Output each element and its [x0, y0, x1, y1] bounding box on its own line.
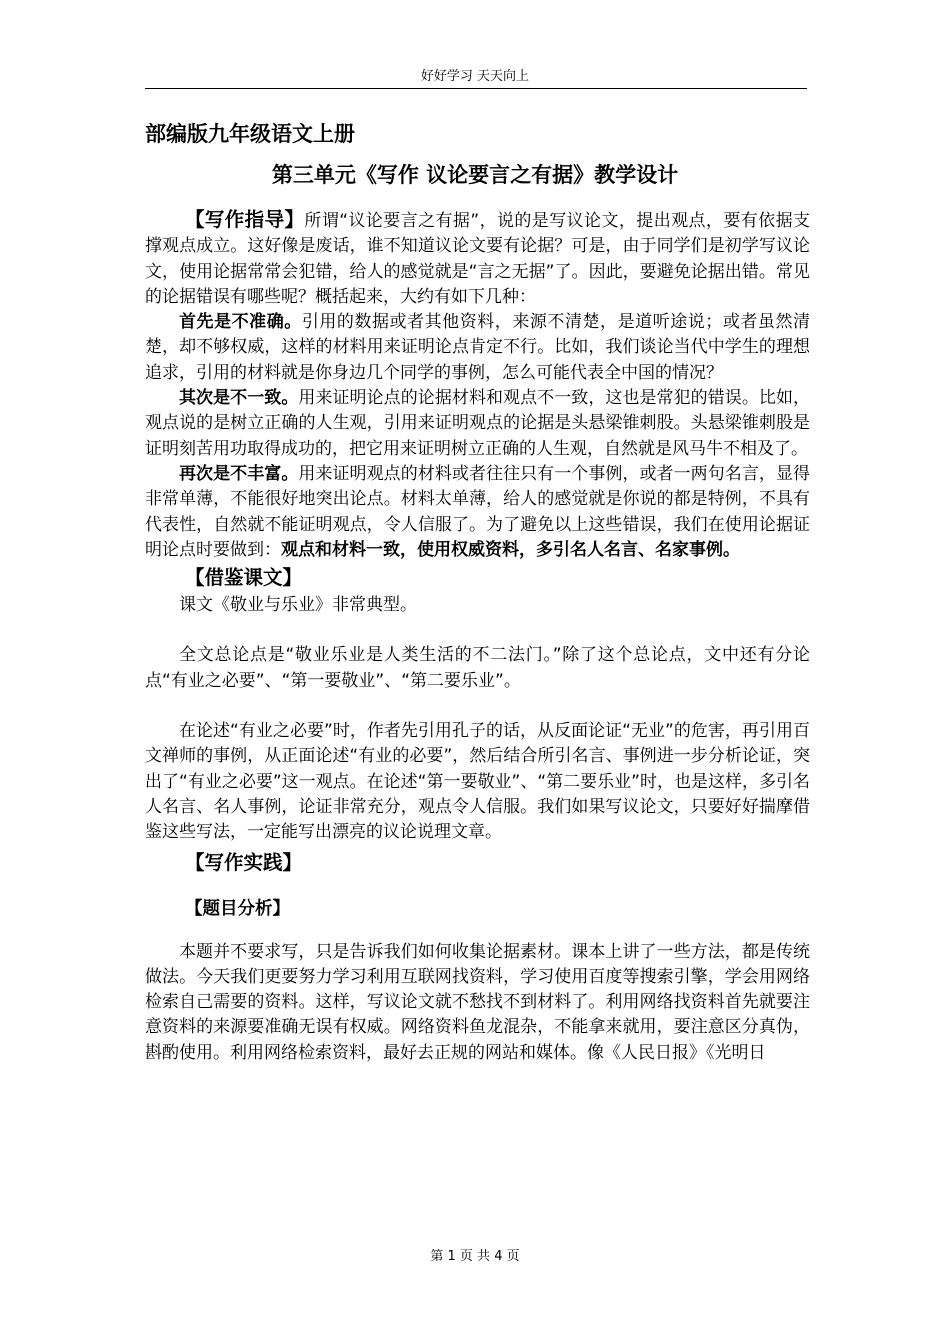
- guide-point-3: [145, 462, 810, 563]
- practice-paragraph-1: 本题并不要求写，只是告诉我们如何收集论据素材。课本上讲了一些方法，都是传统做法。今天我们更要努力学习利用互联网找资料，学习使用百度等搜索引擎，学会用网络检索自己需要的资料。这样，写议论文就不愁找不到材料了。利用网络找资料首先就要注意资料的来源要准确无误有权威。网络资料鱼龙混杂，不能拿来就用，要注意区分真伪，斟酌使用。利用网络检索资料，最好去正规的网站和媒体。像《人民日报》《光明日: [145, 941, 810, 1063]
- header-rule: [145, 88, 807, 89]
- guide-intro-text: 所谓“议论要言之有据”，说的是写议论文，提出观点，要有依据支撑观点成立。这好像是废话，谁不知道议论文要有论据？可是，由于同学们是初学写议论文，使用论据常常会犯错，给人的感觉就是“言之无据”了。因此，要避免论据出错。常见的论据错误有哪些呢？概括起来，大约有如下几种：: [145, 211, 810, 307]
- spacer: [145, 618, 810, 643]
- page-header: 好好学习 天天向上: [420, 69, 530, 84]
- reference-paragraph-1: 课文《敬业与乐业》非常典型。: [179, 595, 417, 616]
- document-subtitle: 第三单元《写作 议论要言之有据》教学设计: [271, 163, 679, 187]
- guide-point-3-conclusion: 观点和材料一致，使用权威资料，多引名人名言、名家事例。: [281, 539, 740, 560]
- reference-paragraph-3: 在论述“有业之必要”时，作者先引用孔子的话，从反面论证“无业”的危害，再引用百文禅师的事例，从正面论述“有业的必要”，然后结合所引名言、事例进一步分析论证，突出了“有业之必要”这一观点。在论述“第一要敬业”、“第二要乐业”时，也是这样，多引名人名言、名人事例，论证非常充分，观点令人信服。我们如果写议论文，只要好好揣摩借鉴这些写法，一定能写出漂亮的议论说理文章。: [145, 721, 810, 843]
- reference-paragraph-2: 全文总论点是“敬业乐业是人类生活的不二法门。”除了这个总论点，文中还有分论点“有业之必要”、“第一要敬业”、“第二要乐业”。: [145, 645, 810, 691]
- guide-point-1: [145, 310, 810, 386]
- spacer: [145, 694, 810, 719]
- spacer: [145, 924, 810, 940]
- practice-heading: 【写作实践】: [185, 850, 303, 874]
- guide-point-2-lead: 其次是不一致。: [179, 388, 299, 409]
- guide-point-3-lead: 再次是不丰富。: [179, 463, 299, 484]
- reference-heading: 【借鉴课文】: [185, 566, 303, 590]
- guide-point-3-text: 用来证明观点的材料或者往往只有一个事例，或者一两句名言，显得非常单薄，不能很好地突出论点。材料太单薄，给人的感觉就是你说的都是特例，不具有代表性，自然就不能证明观点，令人信服了。为了避免以上这些错误，我们在使用论据证明论点时要做到：: [145, 463, 811, 560]
- guide-point-2: [145, 386, 810, 462]
- guide-point-2-text: 用来证明论点的论据材料和观点不一致，这也是常犯的错误。比如，观点说的是树立正确的人生观，引用来证明观点的论据是头悬梁锥刺股。头悬梁锥刺股是证明刻苦用功取得成功的，把它用来证明树立正确的人生观，自然就是风马牛不相及了。: [145, 388, 811, 459]
- document-body: [145, 207, 810, 1066]
- topic-analysis-heading: 【题目分析】: [185, 898, 290, 919]
- guide-point-1-text: 引用的数据或者其他资料，来源不清楚，是道听途说；或者虽然清楚，却不够权威，这样的材料用来证明论点肯定不行。比如，我们谈论当代中学生的理想追求，引用的材料就是你身边几个同学的事例，怎么可能代表全中国的情况？: [145, 312, 811, 383]
- guide-intro-paragraph: [145, 207, 810, 310]
- guide-heading: 【写作指导】: [184, 208, 305, 231]
- page-footer: 第 1 页 共 4 页: [430, 1249, 520, 1264]
- guide-point-1-lead: 首先是不准确。: [179, 312, 302, 333]
- document-title: 部编版九年级语文上册: [145, 122, 355, 146]
